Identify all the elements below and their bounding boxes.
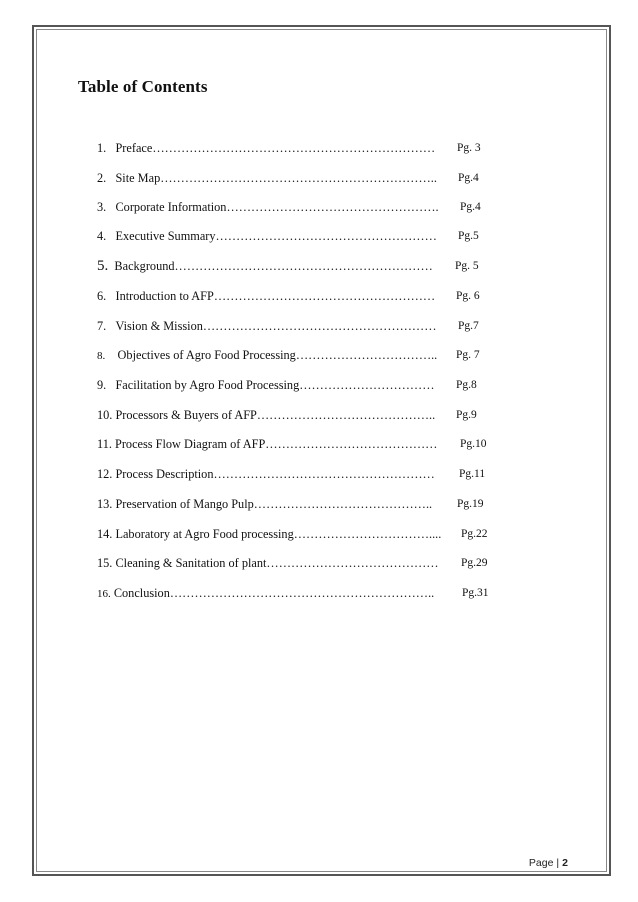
toc-entry-leader: ……………………………………………… [213,289,436,303]
toc-entry-number: 10. [97,408,113,422]
toc-entry-leader: ………………………………………………… [202,319,437,333]
toc-entry-label: Cleaning & Sanitation of plant [115,556,267,570]
toc-entry[interactable] [97,525,488,543]
toc-entry-page: Pg.4 [458,172,479,184]
page-footer [529,857,568,869]
toc-entry-page: Pg. 3 [457,142,481,154]
toc-entry[interactable] [97,435,487,453]
toc-entry[interactable] [97,227,479,245]
toc-entry-leader: ……………………………………………………….. [169,586,435,600]
toc-entry-number: 5. [97,258,109,274]
toc-entry-page: Pg.5 [458,230,479,242]
toc-entry[interactable] [97,287,480,305]
toc-entry[interactable] [97,198,481,216]
toc-entry-leader: ……………………………………………… [215,229,437,243]
toc-entry-page: Pg.11 [459,468,486,480]
toc-entry-number: 7. [97,319,107,333]
toc-entry-label: Preservation of Mango Pulp [115,497,254,511]
toc-entry-number: 2. [97,171,107,185]
footer-separator: | [556,857,560,869]
toc-entry[interactable] [97,169,479,187]
toc-entry-page: Pg. 5 [455,260,479,272]
toc-entry-leader: ……………………………………………………… [174,259,433,273]
toc-entry-leader: ……………………………………………… [213,467,435,481]
toc-entry-label: Introduction to AFP [115,289,214,303]
toc-entry-page: Pg.9 [456,409,477,421]
toc-entry-number: 12. [97,467,113,481]
toc-entry-page: Pg.31 [462,587,489,599]
toc-entry-number: 9. [97,378,107,392]
toc-entry-leader: …………………………………………………………… [152,141,436,155]
toc-entry[interactable] [97,465,486,483]
toc-entry[interactable] [97,406,477,424]
toc-entry-number: 6. [97,289,107,303]
toc-entry-leader: …………………………… [299,378,435,392]
toc-entry-leader: …………………………………… [266,556,439,570]
toc-entry[interactable] [97,584,489,602]
toc-entry[interactable] [97,346,480,364]
toc-entry-number: 13. [97,497,113,511]
toc-entry-label: Vision & Mission [115,319,203,333]
toc-entry-number: 14. [97,527,113,541]
toc-entry[interactable] [97,317,479,335]
toc-entry[interactable] [97,257,479,275]
toc-entry-page: Pg. 7 [456,349,480,361]
toc-entry-label: Process Description [115,467,214,481]
toc-entry[interactable] [97,495,484,513]
toc-entry-leader: …………………………………… [265,437,438,451]
toc-entry-page: Pg.19 [457,498,484,510]
toc-entry-label: Laboratory at Agro Food processing [115,527,294,541]
toc-entry-leader: …………………………….. [295,348,438,362]
toc-entry-page: Pg.29 [461,557,488,569]
toc-entry-label: Conclusion [113,586,170,600]
toc-entry-label: Site Map [115,171,161,185]
toc-title: Table of Contents [78,77,208,96]
toc-entry-label: Facilitation by Agro Food Processing [115,378,300,392]
toc-entry-page: Pg.10 [460,438,487,450]
toc-entry-number: 15. [97,556,113,570]
toc-entry-number: 4. [97,229,107,243]
toc-entry-page: Pg.4 [460,201,481,213]
footer-page-label: Page [528,857,554,869]
toc-entry-label: Background [114,259,175,273]
toc-entry-number: 8. [97,350,106,362]
footer-page-number: 2 [562,857,568,869]
toc-entry-number: 1. [97,141,107,155]
toc-entry[interactable] [97,376,477,394]
toc-entry-leader: …………………………….... [293,527,442,541]
toc-entry[interactable] [97,554,488,572]
toc-entry-number: 3. [97,200,107,214]
toc-entry-number: 11. [97,437,112,451]
toc-entry-label: Processors & Buyers of AFP [115,408,257,422]
toc-entry-label: Objectives of Agro Food Processing [117,348,296,362]
toc-entry-page: Pg.7 [458,320,479,332]
toc-entry-leader: ………………………………………………………….. [160,171,437,185]
toc-entry-label: Preface [115,141,153,155]
toc-entry-leader: …………………………………….. [253,497,433,511]
toc-entry-number: 16. [97,588,111,600]
toc-entry-leader: …………………………………….. [256,408,436,422]
toc-entry[interactable] [97,139,481,157]
toc-entry-page: Pg. 6 [456,290,480,302]
toc-entry-label: Corporate Information [115,200,227,214]
toc-entry-label: Process Flow Diagram of AFP [115,437,266,451]
toc-entry-page: Pg.8 [456,379,477,391]
toc-entry-label: Executive Summary [115,229,216,243]
toc-entry-leader: ……………………………………………. [226,200,439,214]
toc-entry-page: Pg.22 [461,528,488,540]
